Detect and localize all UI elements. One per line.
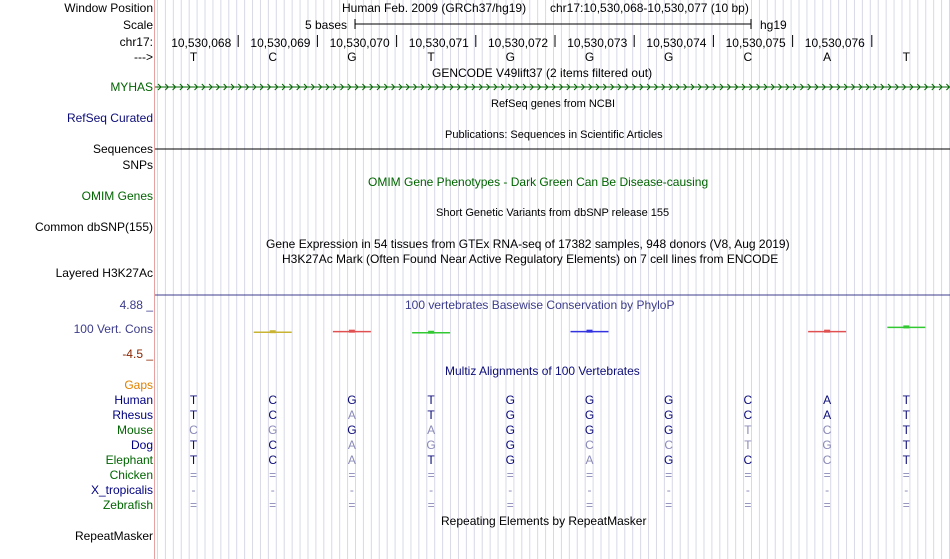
aligned-base: G bbox=[664, 393, 674, 407]
phylop-score-point bbox=[903, 325, 909, 328]
phylop-score-point bbox=[587, 330, 593, 333]
aligned-base: = bbox=[744, 498, 752, 512]
label-refseq-curated[interactable]: RefSeq Curated bbox=[66, 111, 153, 125]
aligned-base: = bbox=[348, 498, 356, 512]
aligned-base: C bbox=[822, 453, 832, 467]
aligned-base: T bbox=[189, 438, 198, 452]
coordinate-label: 10,530,071 bbox=[408, 36, 469, 50]
label-gaps: Gaps bbox=[124, 378, 153, 392]
aligned-base: C bbox=[585, 438, 594, 452]
label-cons-min: -4.5 _ bbox=[122, 347, 153, 361]
aligned-base: C bbox=[664, 438, 674, 452]
aligned-base: G bbox=[505, 453, 515, 467]
publications-track-title[interactable]: Publications: Sequences in Scientific Articles bbox=[445, 129, 663, 141]
reference-base: C bbox=[743, 50, 753, 64]
assembly-title: Human Feb. 2009 (GRCh37/hg19) bbox=[342, 1, 527, 15]
aligned-base: C bbox=[268, 393, 278, 407]
aligned-base: A bbox=[823, 393, 832, 407]
aligned-base: T bbox=[902, 408, 910, 422]
species-label[interactable]: X_tropicalis bbox=[90, 483, 153, 497]
aligned-base: T bbox=[902, 438, 910, 452]
aligned-base: C bbox=[268, 453, 278, 467]
aligned-base: T bbox=[744, 423, 752, 437]
aligned-base: T bbox=[902, 423, 910, 437]
reference-base: T bbox=[902, 50, 910, 64]
aligned-base: T bbox=[189, 453, 198, 467]
position-title: chr17:10,530,068-10,530,077 (10 bp) bbox=[550, 1, 749, 15]
aligned-base: C bbox=[189, 423, 198, 437]
label-repeatmasker[interactable]: RepeatMasker bbox=[74, 529, 153, 543]
label-snps[interactable]: SNPs bbox=[122, 158, 153, 172]
tracks-area[interactable] bbox=[155, 0, 950, 559]
label-cons-max: 4.88 _ bbox=[119, 298, 153, 312]
aligned-base: G bbox=[426, 438, 436, 452]
label-window-position: Window Position bbox=[64, 1, 153, 15]
phylop-track-title[interactable]: 100 vertebrates Basewise Conservation by PhyloP bbox=[405, 298, 675, 312]
aligned-base: G bbox=[505, 423, 515, 437]
aligned-base: C bbox=[743, 453, 753, 467]
aligned-base: C bbox=[822, 423, 832, 437]
aligned-base: - bbox=[508, 483, 513, 497]
refseq-track-title[interactable]: RefSeq genes from NCBI bbox=[491, 98, 616, 110]
reference-base: T bbox=[427, 50, 435, 64]
aligned-base: A bbox=[823, 408, 832, 422]
reference-base: T bbox=[189, 50, 198, 64]
aligned-base: C bbox=[743, 408, 753, 422]
aligned-base: = bbox=[902, 468, 910, 482]
gencode-track-title[interactable]: GENCODE V49lift37 (2 items filtered out) bbox=[432, 66, 653, 80]
label-myhas[interactable]: MYHAS bbox=[110, 80, 153, 94]
aligned-base: - bbox=[429, 483, 434, 497]
coordinate-label: 10,530,072 bbox=[488, 36, 549, 50]
reference-base: G bbox=[584, 50, 595, 64]
aligned-base: - bbox=[825, 483, 830, 497]
aligned-base: = bbox=[506, 498, 514, 512]
aligned-base: = bbox=[902, 498, 910, 512]
coordinate-label: 10,530,068 bbox=[171, 36, 232, 50]
aligned-base: G bbox=[505, 438, 515, 452]
aligned-base: G bbox=[268, 423, 278, 437]
phylop-score-point bbox=[824, 330, 830, 333]
aligned-base: = bbox=[665, 498, 673, 512]
aligned-base: = bbox=[744, 468, 752, 482]
phylop-score-point bbox=[428, 331, 434, 334]
aligned-base: = bbox=[585, 498, 593, 512]
coordinate-label: 10,530,069 bbox=[250, 36, 311, 50]
reference-base: G bbox=[347, 50, 357, 64]
aligned-base: G bbox=[505, 408, 515, 422]
aligned-base: T bbox=[902, 393, 910, 407]
species-label[interactable]: Human bbox=[114, 393, 153, 407]
aligned-base: - bbox=[349, 483, 354, 497]
phylop-score-point bbox=[349, 330, 355, 333]
species-label[interactable]: Dog bbox=[130, 438, 153, 452]
aligned-base: A bbox=[347, 408, 356, 422]
aligned-base: T bbox=[744, 438, 752, 452]
species-label[interactable]: Mouse bbox=[116, 423, 153, 437]
label-chrom: chr17: bbox=[119, 35, 153, 49]
label-vert-cons[interactable]: 100 Vert. Cons bbox=[73, 322, 153, 336]
aligned-base: - bbox=[745, 483, 750, 497]
aligned-base: = bbox=[427, 468, 435, 482]
aligned-base: G bbox=[584, 408, 595, 422]
species-label[interactable]: Chicken bbox=[109, 468, 153, 482]
gtex-track-title[interactable]: Gene Expression in 54 tissues from GTEx RNA-seq of 17382 samples, 948 donors (V8, Aug 2019) bbox=[266, 237, 790, 251]
aligned-base: G bbox=[584, 393, 595, 407]
aligned-base: = bbox=[348, 468, 356, 482]
aligned-base: - bbox=[666, 483, 671, 497]
aligned-base: = bbox=[823, 468, 831, 482]
aligned-base: T bbox=[189, 408, 198, 422]
aligned-base: C bbox=[268, 408, 278, 422]
coordinate-label: 10,530,075 bbox=[725, 36, 786, 50]
aligned-base: C bbox=[268, 438, 278, 452]
aligned-base: T bbox=[427, 408, 435, 422]
aligned-base: C bbox=[743, 393, 753, 407]
aligned-base: G bbox=[347, 423, 357, 437]
species-label[interactable]: Zebrafish bbox=[102, 498, 153, 512]
aligned-base: G bbox=[664, 408, 674, 422]
aligned-base: G bbox=[505, 393, 515, 407]
label-strand[interactable]: ---> bbox=[134, 50, 153, 64]
reference-base: A bbox=[823, 50, 832, 64]
aligned-base: = bbox=[269, 498, 277, 512]
phylop-score-point bbox=[270, 330, 276, 333]
aligned-base: = bbox=[427, 498, 435, 512]
aligned-base: G bbox=[347, 393, 357, 407]
aligned-base: = bbox=[189, 468, 197, 482]
aligned-base: = bbox=[585, 468, 593, 482]
label-omim-genes[interactable]: OMIM Genes bbox=[81, 189, 153, 203]
aligned-base: = bbox=[665, 468, 673, 482]
scale-text: 5 bases bbox=[305, 18, 348, 32]
aligned-base: = bbox=[189, 498, 197, 512]
repeatmasker-track-title[interactable]: Repeating Elements by RepeatMasker bbox=[441, 514, 647, 528]
reference-base: G bbox=[505, 50, 515, 64]
aligned-base: A bbox=[347, 453, 356, 467]
aligned-base: - bbox=[587, 483, 592, 497]
aligned-base: T bbox=[427, 393, 435, 407]
aligned-base: - bbox=[904, 483, 909, 497]
aligned-base: A bbox=[347, 438, 356, 452]
coordinate-label: 10,530,076 bbox=[804, 36, 865, 50]
aligned-base: G bbox=[584, 423, 595, 437]
aligned-base: - bbox=[270, 483, 275, 497]
aligned-base: G bbox=[664, 423, 674, 437]
scale-db: hg19 bbox=[760, 18, 787, 32]
reference-base: G bbox=[664, 50, 674, 64]
aligned-base: A bbox=[585, 453, 594, 467]
aligned-base: = bbox=[823, 498, 831, 512]
aligned-base: = bbox=[506, 468, 514, 482]
aligned-base: = bbox=[269, 468, 277, 482]
aligned-base: T bbox=[189, 393, 198, 407]
aligned-base: - bbox=[191, 483, 196, 497]
label-layered-h3k27ac[interactable]: Layered H3K27Ac bbox=[55, 266, 153, 280]
reference-base: C bbox=[268, 50, 278, 64]
coordinate-label: 10,530,074 bbox=[646, 36, 707, 50]
coordinate-label: 10,530,073 bbox=[567, 36, 628, 50]
aligned-base: A bbox=[427, 423, 436, 437]
species-label[interactable]: Rhesus bbox=[112, 408, 153, 422]
aligned-base: T bbox=[427, 453, 435, 467]
species-label[interactable]: Elephant bbox=[105, 453, 153, 467]
label-scale: Scale bbox=[122, 18, 153, 32]
label-sequences[interactable]: Sequences bbox=[92, 142, 153, 156]
omim-track-title[interactable]: OMIM Gene Phenotypes - Dark Green Can Be Disease-causing bbox=[368, 175, 709, 189]
aligned-base: T bbox=[902, 453, 910, 467]
dbsnp-track-title[interactable]: Short Genetic Variants from dbSNP release 155 bbox=[436, 207, 670, 219]
coordinate-label: 10,530,070 bbox=[329, 36, 390, 50]
h3k27ac-track-title[interactable]: H3K27Ac Mark (Often Found Near Active Regulatory Elements) on 7 cell lines from ENCODE bbox=[282, 252, 779, 266]
multiz-track-title[interactable]: Multiz Alignments of 100 Vertebrates bbox=[445, 364, 640, 378]
label-common-dbsnp[interactable]: Common dbSNP(155) bbox=[34, 220, 153, 234]
aligned-base: G bbox=[664, 453, 674, 467]
aligned-base: G bbox=[822, 438, 832, 452]
